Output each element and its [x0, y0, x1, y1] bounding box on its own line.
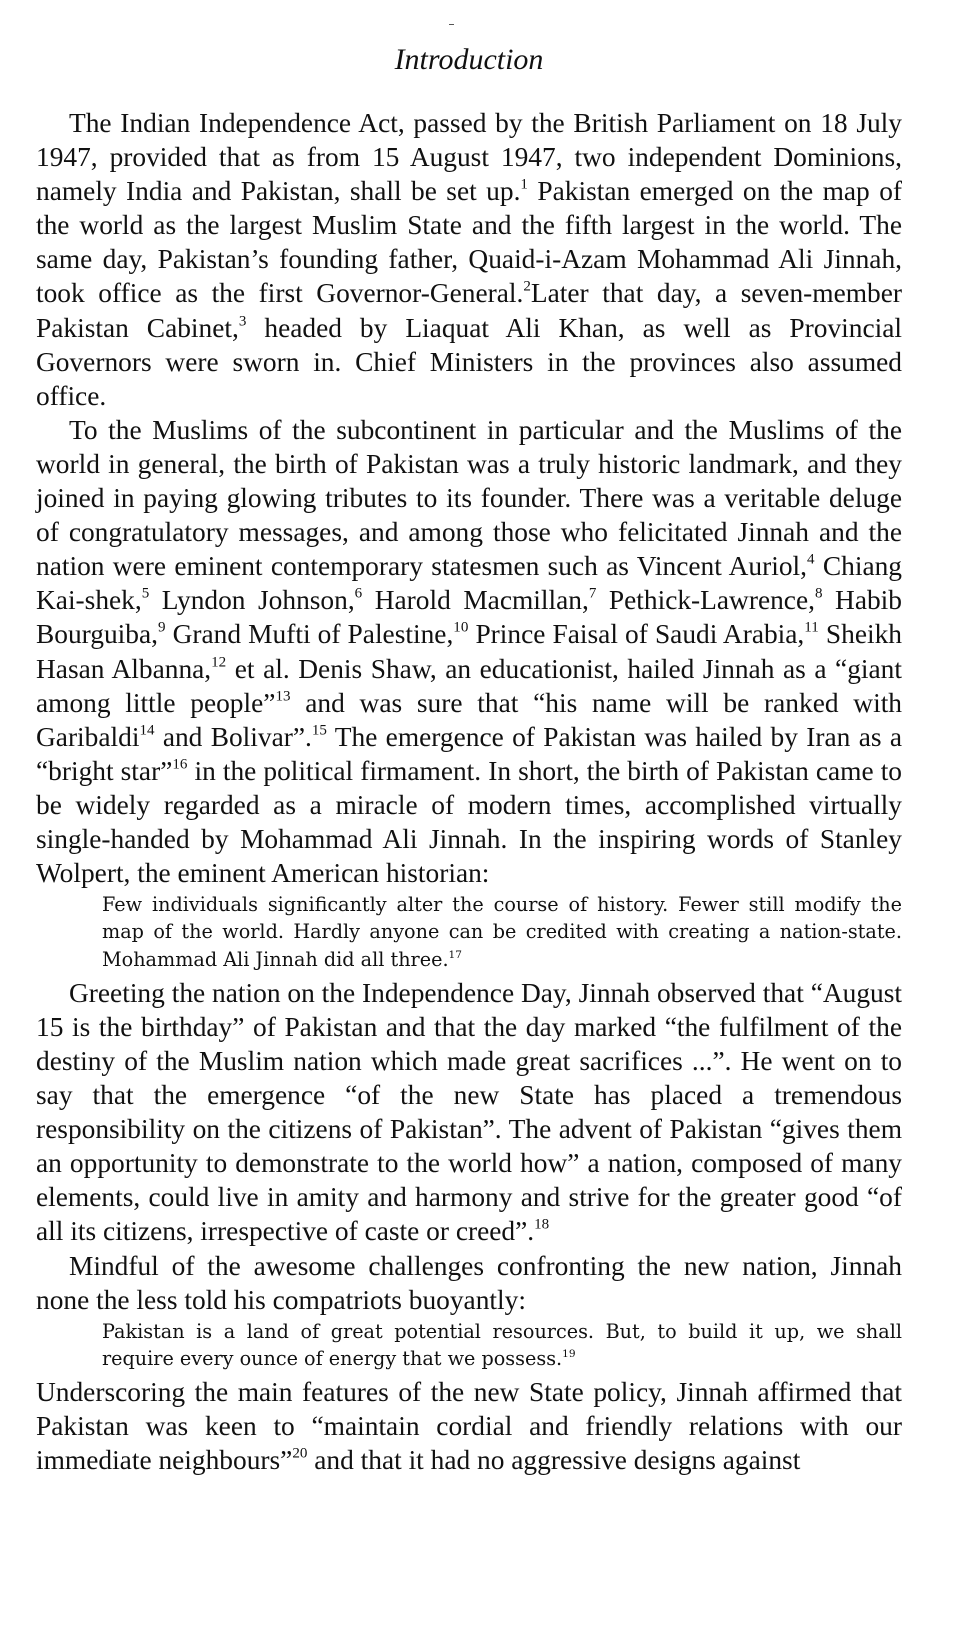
- paragraph: [36, 106, 902, 413]
- paragraph: [36, 413, 902, 890]
- footnote-marker: 19: [562, 1348, 576, 1360]
- text-run: Greeting the nation on the Independence Day, Jinnah observed that “August 15 is the birthday” of Pakistan and that the day marked “the fulfilment of the destiny of the Muslim nation which made great sacrifices ...”. He went on to say that the emergence “of the new State has placed a tremendous responsibility on the citizens of Pakistan”. The advent of Pakistan “gives them an opportunity to demonstrate to the world how” a nation, composed of many elements, could live in amity and harmony and strive for the greater good “of all its citizens, irrespective of caste or creed”.: [36, 977, 902, 1247]
- footnote-marker: 15: [311, 722, 327, 739]
- text-run: et al. Denis Shaw, an educationist, hailed Jinnah as a “giant among little people”: [36, 653, 902, 718]
- footnote-marker: 7: [588, 586, 597, 603]
- page-mark: [449, 24, 454, 25]
- paragraph: [36, 1375, 902, 1477]
- text-run: and that it had no aggressive designs against: [307, 1445, 801, 1476]
- footnote-marker: 10: [453, 620, 469, 637]
- text-run: Sheikh Hasan Albanna,: [36, 619, 902, 684]
- chapter-title: Introduction: [394, 43, 544, 76]
- footnote-marker: 12: [211, 654, 227, 671]
- footnote-marker: 9: [158, 620, 166, 637]
- footnote-marker: 4: [807, 551, 815, 568]
- footnote-marker: 17: [448, 948, 462, 961]
- text-run: Later that day, a seven-member Pakistan Cabinet,: [36, 278, 903, 343]
- text-run: and was sure that “his name will be ranked with Garibaldi: [36, 687, 902, 752]
- footnote-marker: 18: [534, 1217, 550, 1234]
- footnote-marker: 1: [520, 176, 528, 193]
- footnote-marker: 16: [172, 756, 188, 773]
- footnote-marker: 11: [804, 620, 819, 637]
- text-run: To the Muslims of the subcontinent in particular and the Muslims of the world in general, the birth of Pakistan was a truly historic landmark, and they joined in paying glowing tributes to its founder. There was a veritable deluge of congratulatory messages, and among those who felicitated Jinnah and the nation were eminent contemporary statesmen such as Vincent Auriol,: [36, 414, 902, 582]
- book-page: [36, 0, 902, 1631]
- text-run: in the political firmament. In short, the birth of Pakistan came to be widely regarded as a miracle of modern times, accomplished virtually single-handed by Mohammad Ali Jinnah. In the inspiring words of Stanley Wolpert, the eminent American historian:: [36, 755, 903, 889]
- text-run: headed by Liaquat Ali Khan, as well as Provincial Governors were sworn in. Chief Ministers in the provinces also assumed office.: [36, 312, 902, 411]
- text-run: and Bolivar”.: [154, 721, 312, 752]
- footnote-marker: 5: [141, 586, 150, 603]
- text-run: Mindful of the awesome challenges confronting the new nation, Jinnah none the less told his compatriots buoyantly:: [36, 1250, 902, 1315]
- footnote-marker: 20: [292, 1446, 308, 1462]
- text-run: Chiang Kai-shek,: [36, 551, 902, 616]
- footnote-marker: 8: [814, 586, 823, 603]
- text-run: Underscoring the main features of the new State policy, Jinnah affirmed that Pakistan was keen to “maintain cordial and friendly relations with our immediate neighbours”: [36, 1377, 902, 1476]
- footnote-marker: 3: [238, 313, 247, 330]
- text-run: Pakistan is a land of great potential resources. But, to build it up, we shall require every ounce of energy that we possess.: [102, 1319, 902, 1370]
- text-run: Few individuals significantly alter the course of history. Fewer still modify the map of the world. Hardly anyone can be credited with creating a nation-state. Mohammad Ali Jinnah did all three.: [102, 893, 902, 971]
- footnote-marker: 6: [354, 586, 363, 603]
- footnote-marker: 13: [275, 688, 291, 705]
- paragraph: [36, 976, 902, 1249]
- block-quote: [102, 1317, 902, 1375]
- text-run: Habib Bourguiba,: [36, 585, 902, 650]
- text-run: Grand Mufti of Palestine,: [165, 619, 454, 650]
- paragraph: [36, 1249, 902, 1317]
- footnote-marker: 14: [139, 722, 155, 739]
- block-quote: [102, 890, 902, 976]
- text-run: The Indian Independence Act, passed by the British Parliament on 18 July 1947, provided that as from 15 August 1947, two independent Dominions, namely India and Pakistan, shall be set up.: [36, 108, 902, 207]
- text-run: Lyndon Johnson,: [149, 585, 355, 616]
- footnote-marker: 2: [523, 279, 531, 296]
- text-run: Prince Faisal of Saudi Arabia,: [468, 619, 805, 650]
- text-run: Pethick-Lawrence,: [596, 585, 815, 616]
- text-run: Harold Macmillan,: [362, 585, 589, 616]
- chapter-body: [36, 106, 902, 1477]
- text-run: The emergence of Pakistan was hailed by Iran as a “bright star”: [36, 721, 902, 786]
- text-run: Pakistan emerged on the map of the world as the largest Muslim State and the fifth largest in the world. The same day, Pakistan’s founding father, Quaid-i-Azam Mohammad Ali Jinnah, took office as the first Governor-General.: [36, 176, 903, 309]
